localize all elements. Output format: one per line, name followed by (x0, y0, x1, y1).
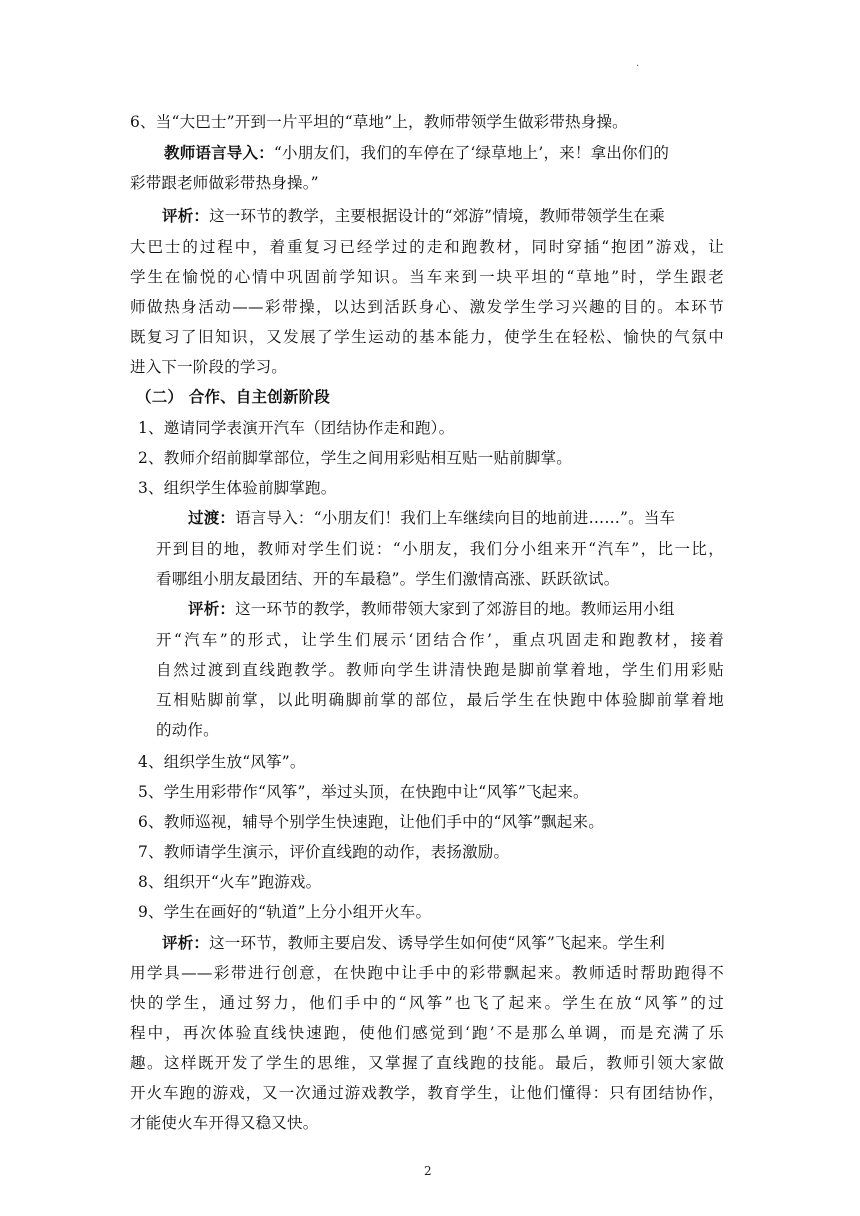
teacher-intro-line-2: 彩带跟老师做彩带热身操。” (130, 174, 319, 192)
review-1-line-6: 进入下一阶段的学习。 (130, 358, 288, 376)
transition-line-2: 开到目的地，教师对学生们说：“小朋友，我们分小组来开“汽车”，比一比， (156, 540, 724, 558)
review-2-line-4: 互相贴脚前掌，以此明确脚前掌的部位，最后学生在快跑中体验脚前掌着地 (156, 691, 724, 709)
transition-label: 过渡： (188, 508, 236, 527)
page-number: 2 (424, 1164, 432, 1178)
review-2-line-1 (188, 599, 675, 619)
review-1-line-4: 师做热身活动——彩带操，以达到活跃身心、激发学生学习兴趣的目的。本环节 (130, 298, 724, 316)
teacher-intro-line-1 (164, 143, 669, 163)
review-1-line-5: 既复习了旧知识，又发展了学生运动的基本能力，使学生在轻松、愉快的气氛中 (130, 328, 724, 346)
transition-text-1: 语言导入：“小朋友们！我们上车继续向目的地前进……”。当车 (235, 509, 676, 527)
step-4: 4、组织学生放“风筝”。 (138, 753, 306, 771)
item-6: 6、当“大巴士”开到一片平坦的“草地”上，教师带领学生做彩带热身操。 (130, 113, 628, 131)
review-1-line-2: 大巴士的过程中，着重复习已经学过的走和跑教材，同时穿插“抱团”游戏，让 (130, 238, 724, 256)
step-8: 8、组织开“火车”跑游戏。 (138, 873, 322, 891)
review-1-label: 评析： (162, 206, 210, 225)
review-1-text-1: 这一环节的教学，主要根据设计的“郊游”情境，教师带领学生在乘 (209, 207, 665, 225)
review-2-line-3: 自然过渡到直线跑教学。教师向学生讲清快跑是脚前掌着地，学生们用彩贴 (156, 661, 724, 679)
review-3-line-4: 程中，再次体验直线快速跑，使他们感觉到‘跑’不是那么单调，而是充满了乐 (130, 1024, 724, 1042)
review-3-line-6: 开火车跑的游戏，又一次通过游戏教学，教育学生，让他们懂得：只有团结协作， (130, 1084, 724, 1102)
review-3-label: 评析： (162, 933, 210, 952)
review-3-line-3: 快的学生，通过努力，他们手中的“风筝”也飞了起来。学生在放“风筝”的过 (130, 994, 724, 1012)
review-2-label: 评析： (188, 599, 236, 618)
step-1: 1、邀请同学表演开汽车（团结协作走和跑）。 (138, 419, 455, 437)
step-6: 6、教师巡视，辅导个别学生快速跑，让他们手中的“风筝”飘起来。 (138, 813, 604, 831)
page-mark: . (636, 58, 640, 69)
step-3: 3、组织学生体验前脚掌跑。 (138, 479, 337, 497)
review-2-line-5: 的动作。 (156, 721, 219, 739)
section-2-title: （二） 合作、自主创新阶段 (136, 387, 330, 406)
review-3-line-5: 趣。这样既开发了学生的思维，又掌握了直线跑的技能。最后，教师引领大家做 (130, 1054, 724, 1072)
transition-line-1 (188, 508, 675, 528)
review-1-line-1 (162, 206, 665, 226)
transition-line-3: 看哪组小朋友最团结、开的车最稳”。学生们激情高涨、跃跃欲试。 (156, 570, 620, 588)
review-3-line-7: 才能使火车开得又稳又快。 (130, 1114, 319, 1132)
review-1-line-3: 学生在愉悦的心情中巩固前学知识。当车来到一块平坦的“草地”时，学生跟老 (130, 268, 724, 286)
step-7: 7、教师请学生演示，评价直线跑的动作，表扬激励。 (138, 843, 510, 861)
review-3-text-1: 这一环节，教师主要启发、诱导学生如何使“风筝”飞起来。学生利 (209, 934, 665, 952)
review-2-text-1: 这一环节的教学，教师带领大家到了郊游目的地。教师运用小组 (235, 600, 675, 618)
step-5: 5、学生用彩带作“风筝”，举过头顶，在快跑中让“风筝”飞起来。 (138, 783, 589, 801)
review-3-line-2: 用学具——彩带进行创意，在快跑中让手中的彩带飘起来。教师适时帮助跑得不 (130, 964, 724, 982)
teacher-intro-text-1: “小朋友们，我们的车停在了‘绿草地上’，来！拿出你们的 (273, 144, 670, 162)
step-2: 2、教师介绍前脚掌部位，学生之间用彩贴相互贴一贴前脚掌。 (138, 449, 572, 467)
step-9: 9、学生在画好的“轨道”上分小组开火车。 (138, 903, 432, 921)
teacher-intro-label: 教师语言导入： (164, 143, 274, 162)
review-3-line-1 (162, 933, 665, 953)
review-2-line-2: 开“汽车”的形式，让学生们展示‘团结合作’，重点巩固走和跑教材，接着 (156, 631, 724, 649)
